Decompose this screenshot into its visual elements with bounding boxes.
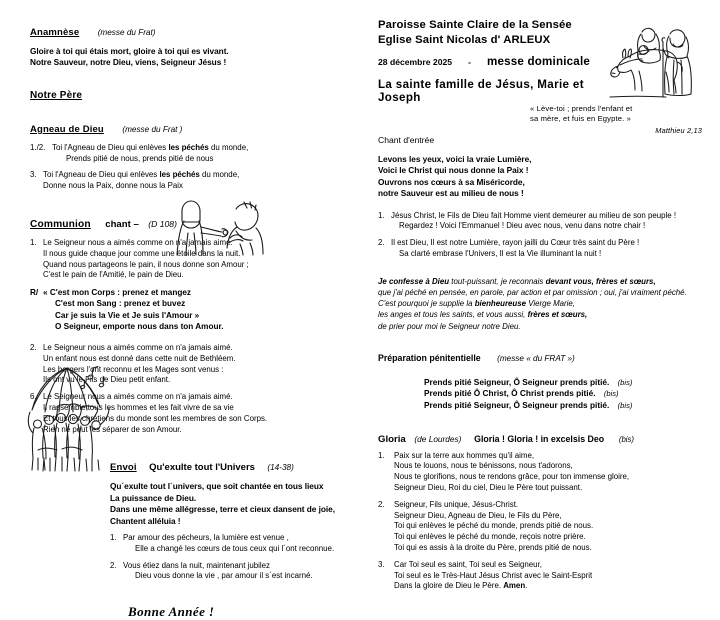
agneau-heading-row (30, 119, 354, 137)
communion-subheading: chant – (105, 219, 139, 230)
refrain-line: O Seigneur, emporte nous dans ton Amour. (55, 321, 224, 331)
right-column (368, 0, 720, 591)
section-gloria (378, 434, 712, 593)
verse-line: Quand nous partageons le pain, il nous donne son Amour ; (43, 259, 249, 269)
header-illustration-block (594, 18, 712, 104)
scripture-reference: Matthieu 2,13 (655, 125, 702, 135)
verse-line: Sa clarté embrase l'Univers, Il est la Vie illuminant la nuit ! (399, 249, 602, 259)
kyrie-bis: (bis) (603, 389, 619, 399)
penitential-heading: Préparation pénitentielle (378, 352, 481, 363)
entrance-heading: Chant d'entrée (378, 135, 435, 145)
section-preparation-penitentielle (378, 348, 712, 412)
refrain-line: « C'est mon Corps : prenez et mangez (43, 288, 191, 298)
kyrie-line (424, 388, 712, 400)
verse-line: Donne nous la Paix, donne nous la Paix (43, 181, 183, 191)
notre-pere-heading: Notre Père (30, 89, 83, 101)
verse-line: Toi l'Agneau de Dieu qui enlèves les péchés du monde, (52, 142, 249, 152)
verse-line: Nous te glorifions, nous te rendons grâce, pour ton immense gloire, (394, 472, 630, 482)
envoi-source: (14-38) (267, 463, 294, 473)
anamnese-line: Notre Sauveur, notre Dieu, viens, Seigneur Jésus ! (30, 57, 227, 68)
scripture-quote-line: sa mère, et fuis en Egypte. » (530, 114, 632, 124)
header-text-block (378, 18, 594, 104)
agneau-heading: Agneau de Dieu (30, 123, 104, 135)
anamnese-source: (messe du Frat) (97, 28, 156, 37)
verse-number: 1. (110, 533, 117, 542)
separator-dash: - (468, 57, 471, 67)
flight-into-egypt-line-drawing (608, 20, 712, 103)
verse-line: Rien ne peut les séparer de son Amour. (43, 424, 182, 434)
verse-line: Seigneur Dieu, Agneau de Dieu, le Fils du Père, (394, 510, 562, 520)
verse-number: 2. (110, 560, 117, 570)
feast-title: La sainte famille de Jésus, Marie et Joseph (378, 78, 584, 104)
scripture-quote-line: « Lève-toi ; prends l'enfant et (530, 104, 633, 113)
verse-line: Toi qui enlèves le péché du monde, reçois notre prière. (394, 532, 586, 542)
confiteor-line: Je confesse à Dieu tout-puissant, je reconnais devant vous, frères et sœurs, (378, 276, 656, 286)
verse-number: 1. (378, 450, 385, 460)
kyrie-line (424, 377, 712, 389)
scripture-caption (530, 104, 708, 136)
verse-line: Le Seigneur nous a aimés comme on n'a jamais aimé. (43, 392, 233, 402)
verse-text (394, 451, 712, 494)
section-envoi (30, 457, 354, 620)
dancing-figures-line-drawing (24, 362, 116, 479)
verse-line: Vous étiez dans la nuit, maintenant jubilez (123, 560, 270, 570)
verse-line: Elle a changé les cœurs de tous ceux qui l´ont reconnue. (135, 543, 335, 553)
kyrie-line (424, 400, 712, 412)
kyrie-bis: (bis) (617, 377, 633, 387)
kyrie-text: Prends pitié Ô Christ, Ô Christ prends pitié. (424, 388, 596, 399)
penitential-source: (messe « du FRAT ») (497, 353, 575, 363)
refrain-text (43, 287, 354, 332)
parish-name: Paroisse Sainte Claire de la Sensée (378, 19, 572, 31)
refrain-line: Chantent alléluia ! (110, 515, 181, 526)
verse-line: Et tous les chrétiens du monde sont les membres de son Corps. (43, 413, 268, 423)
refrain-line: notre Sauveur est au milieu de nous ! (378, 188, 524, 199)
verse-line: Le Seigneur nous a aimés comme on n'a jamais aimé. (43, 238, 233, 247)
gloria-verse (378, 500, 712, 554)
envoi-heading-row (110, 457, 354, 475)
verse-text (43, 170, 354, 192)
verse-number: 6. (30, 392, 37, 402)
mass-date: 28 décembre 2025 (378, 57, 453, 67)
refrain-line: Voici le Christ qui nous donne la Paix ! (378, 165, 529, 176)
kyrie-text: Prends pitié Seigneur, Ô Seigneur prends pitié. (424, 400, 610, 411)
closing-greeting: Bonne Année ! (128, 604, 215, 620)
anamnese-heading: Anamnèse (30, 27, 80, 38)
verse-line: Toi qui enlèves le péché du monde, prends pitié de nous. (394, 521, 594, 531)
penitential-heading-row (378, 348, 712, 366)
confiteor-prayer (378, 276, 712, 332)
envoi-verse (110, 533, 354, 555)
communion-line-drawing (170, 198, 265, 261)
verse-line: Le Seigneur nous a aimés comme on n'a jamais aimé. (43, 343, 233, 352)
verse-text (52, 143, 354, 165)
entrance-verse (378, 238, 712, 260)
envoi-verse (110, 561, 354, 583)
verse-number: 2. (378, 499, 385, 509)
verse-line: Les bergers l'ont reconnu et les Mages sont venus : (43, 364, 224, 374)
confiteor-line: C'est pourquoi je supplie la bienheureuse Vierge Marie, (378, 299, 575, 309)
anamnese-lines (30, 46, 354, 69)
verse-line: Il nous guide chaque jour comme une étoile dans la nuit. (43, 248, 241, 258)
verse-line: Car Toi seul es saint, Toi seul es Seigneur, (394, 559, 542, 569)
gloria-verse (378, 451, 712, 494)
gloria-source: (de Lourdes) (414, 433, 462, 444)
communion-source: (D 108) (148, 219, 177, 229)
verse-text (123, 561, 354, 583)
verse-number: 1. (30, 238, 37, 247)
refrain-line: La puissance de Dieu. (110, 492, 197, 503)
verse-line: Un enfant nous est donné dans cette nuit de Bethléem. (43, 353, 236, 363)
verse-line: Dans la gloire de Dieu le Père. Amen. (394, 581, 528, 591)
anamnese-line: Gloire à toi qui étais mort, gloire à toi qui es vivant. (30, 46, 229, 56)
refrain-line: Dans une même allégresse, terre et cieux dansent de joie, (110, 504, 335, 515)
confiteor-line: les anges et tous les saints, et vous aussi, frères et sœurs, (378, 310, 588, 320)
verse-line: Par amour des pécheurs, la lumière est venue , (123, 533, 289, 542)
verse-line: Toi qui es assis à la droite du Père, prends pitié de nous. (394, 542, 592, 552)
gloria-bis: (bis) (618, 434, 635, 444)
right-column-content (368, 0, 720, 592)
refrain-line: Ouvrons nos cœurs à sa Miséricorde, (378, 176, 525, 187)
verse-text (391, 211, 712, 233)
kyrie-bis: (bis) (617, 401, 633, 411)
refrain-line: Qu´exulte tout l´univers, que soit chantée en tous lieux (110, 481, 324, 492)
verse-line: Toi l'Agneau de Dieu qui enlèves les péchés du monde, (43, 170, 240, 180)
verse-text (394, 560, 712, 592)
agneau-verse (30, 170, 354, 192)
entrance-refrain (378, 154, 712, 200)
anamnese-heading-row (30, 22, 354, 40)
church-name: Eglise Saint Nicolas d' ARLEUX (378, 34, 551, 46)
verse-line: Jésus Christ, le Fils de Dieu fait Homme vient demeurer au milieu de son peuple ! (391, 210, 677, 220)
agneau-verse (30, 143, 354, 165)
envoi-refrain (110, 481, 354, 527)
gloria-heading: Gloria (378, 433, 406, 445)
kyrie-lines (378, 377, 712, 412)
communion-heading: Communion (30, 219, 91, 230)
verse-line: C'est le pain de l'Amitié, le pain de Dieu. (43, 270, 184, 280)
section-notre-pere (30, 85, 354, 103)
refrain-line: Levons les yeux, voici la vraie Lumière, (378, 154, 532, 164)
verse-number: 3. (30, 170, 37, 180)
verse-text (123, 533, 354, 555)
verse-number: 2. (378, 238, 385, 248)
envoi-title: Qu'exulte tout l'Univers (149, 462, 255, 474)
section-anamnese (30, 22, 354, 69)
verse-number: 2. (30, 343, 37, 352)
verse-number: 3. (378, 559, 385, 569)
verse-line: Seigneur, Fils unique, Jésus-Christ. (394, 499, 519, 509)
confiteor-line: que j'ai péché en pensée, en parole, par action et par omission ; oui, j'ai vraiment péché. (378, 288, 687, 298)
verse-number: 1. (378, 210, 385, 220)
scripture-caption-area (378, 104, 712, 135)
refrain-line: Car je suis la Vie et Je suis l'Amour » (55, 310, 200, 320)
section-chant-entree (378, 130, 712, 260)
verse-text (394, 500, 712, 554)
verse-line: Paix sur la terre aux hommes qu'il aime, (394, 450, 535, 460)
verse-line: Ils ont vu le Fils de Dieu petit enfant. (43, 375, 171, 385)
agneau-source: (messe du Frat ) (122, 124, 183, 134)
gloria-acclamation: Gloria ! Gloria ! in excelsis Deo (474, 433, 605, 444)
verse-line: Toi seul es le Très-Haut Jésus Christ avec le Saint-Esprit (394, 570, 593, 580)
gloria-heading-row (378, 434, 712, 445)
verse-text (391, 238, 712, 260)
verse-line: Il est Dieu, Il est notre Lumière, rayon jailli du Cœur très saint du Père ! (391, 238, 640, 248)
gloria-verse (378, 560, 712, 592)
leaflet-header (378, 18, 712, 104)
communion-refrain (30, 287, 354, 332)
date-and-mass-row (378, 55, 594, 68)
section-agneau-de-dieu (30, 119, 354, 192)
verse-line: Prends pitié de nous, prends pitié de nous (66, 153, 214, 163)
confiteor-line: de prier pour moi le Seigneur notre Dieu. (378, 321, 521, 331)
envoi-heading: Envoi (110, 462, 137, 474)
mass-type: messe dominicale (486, 55, 591, 68)
refrain-line: C'est mon Sang : prenez et buvez (55, 299, 186, 309)
verse-line: Il rassemble tous les hommes et les fait vivre de sa vie (43, 402, 234, 412)
verse-line: Dieu vous donne la vie , par amour il s´est incarné. (135, 571, 313, 581)
kyrie-text: Prends pitié Seigneur, Ô Seigneur prends pitié. (424, 376, 610, 387)
refrain-marker: R/ (30, 288, 39, 298)
verse-line: Regardez ! Voici l'Emmanuel ! Dieu avec nous, venu dans notre chair ! (399, 221, 646, 231)
entrance-verse (378, 211, 712, 233)
verse-line: Nous te louons, nous te bénissons, nous t'adorons, (394, 461, 573, 471)
verse-number: 1./2. (30, 142, 46, 152)
verse-line: Seigneur Dieu, Roi du ciel, Dieu le Père tout puissant. (394, 483, 583, 492)
